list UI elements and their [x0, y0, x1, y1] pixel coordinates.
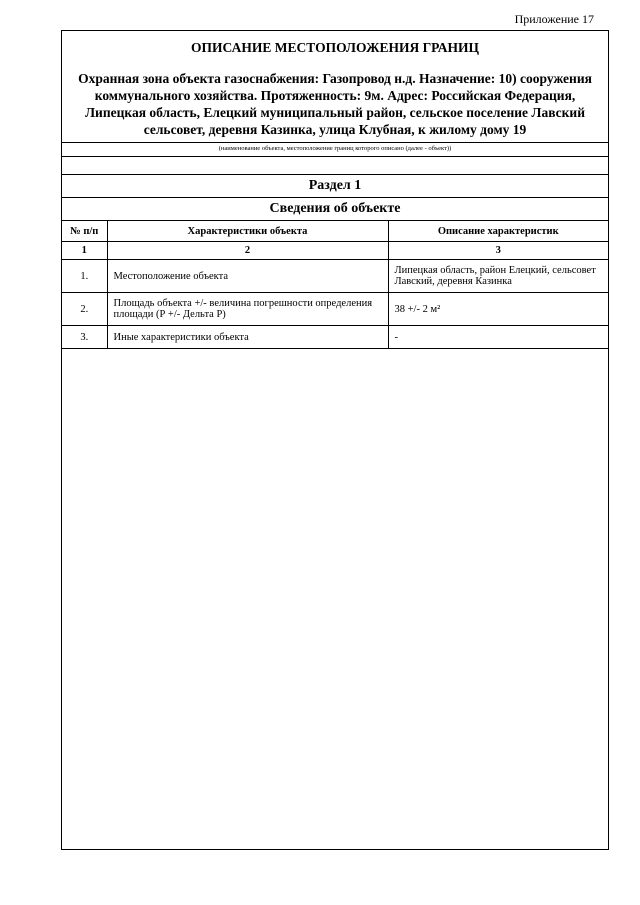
object-description: Охранная зона объекта газоснабжения: Газопровод н.д. Назначение: 10) сооружения коммунального хозяйства. Протяженность: 9м. Адрес: Российская Федерация, Липецкая область, Елецкий муниципальный район, сельское поселение Лавский сельсовет, деревня Казинка, улица Клубная, к жилому дому 19 [78, 71, 592, 137]
row-num: 3. [62, 326, 107, 349]
row-characteristic: Местоположение объекта [107, 260, 388, 293]
table-column-numbers-row [62, 242, 608, 260]
table-row [62, 260, 608, 293]
section-subtitle: Сведения об объекте [62, 197, 608, 220]
document-title: ОПИСАНИЕ МЕСТОПОЛОЖЕНИЯ ГРАНИЦ [191, 40, 479, 55]
table-row [62, 293, 608, 326]
table-header-row [62, 221, 608, 242]
row-characteristic: Иные характеристики объекта [107, 326, 388, 349]
section-title: Раздел 1 [62, 174, 608, 197]
column-number-1: 1 [62, 242, 107, 260]
header-num: № п/п [62, 221, 107, 242]
column-number-2: 2 [107, 242, 388, 260]
column-number-3: 3 [388, 242, 608, 260]
row-description: Липецкая область, район Елецкий, сельсовет Лавский, деревня Казинка [388, 260, 608, 293]
spacer-row [62, 156, 608, 174]
document-frame [61, 30, 609, 850]
table-row [62, 326, 608, 349]
object-info-table [62, 220, 608, 349]
row-num: 1. [62, 260, 107, 293]
appendix-label: Приложение 17 [514, 12, 594, 26]
row-characteristic: Площадь объекта +/- величина погрешности определения площади (Р +/- Дельта Р) [107, 293, 388, 326]
row-num: 2. [62, 293, 107, 326]
object-caption: (наименование объекта, местоположение границ которого описано (далее - объект)) [62, 142, 608, 156]
row-description: 38 +/- 2 м² [388, 293, 608, 326]
header-description: Описание характеристик [388, 221, 608, 242]
header-characteristic: Характеристики объекта [107, 221, 388, 242]
row-description: - [388, 326, 608, 349]
